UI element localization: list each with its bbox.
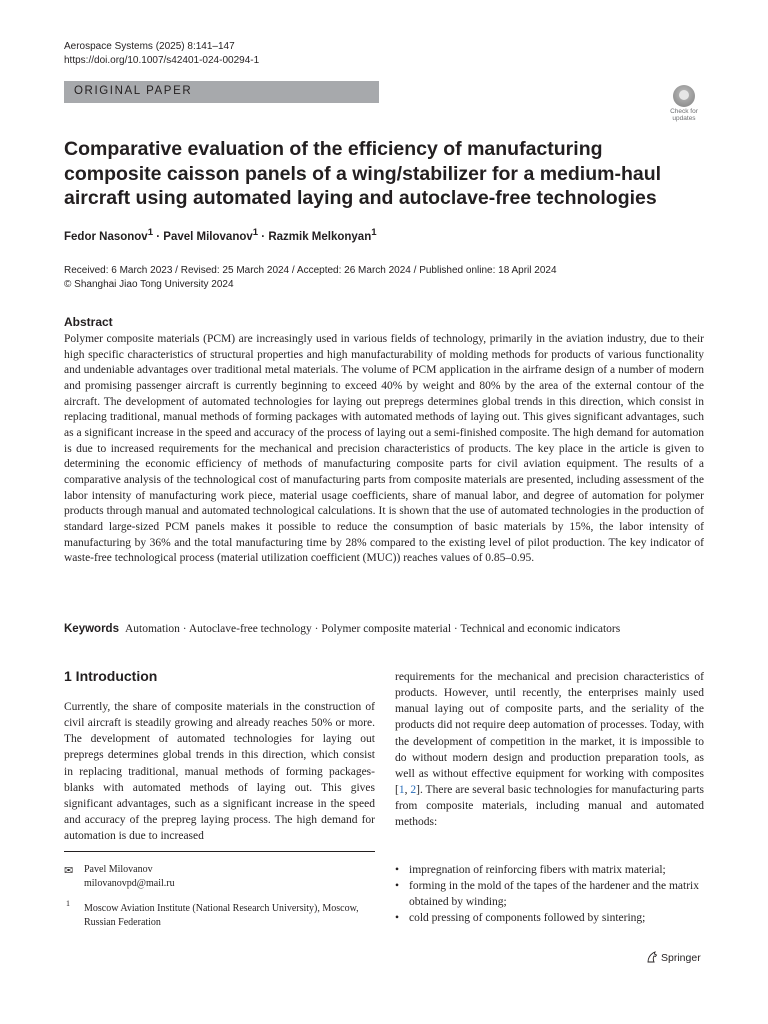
body-column-right: requirements for the mechanical and precision characteristics of products. However, until recently, the enterprises mainly used manual laying out of composite parts, and the seriality of the products did not require deep automation of processes. Today, with the development of competition in the market, it is impossible to do without modern design and production preparation tools, as well as without effective equipment for working with composites [1, 2]. There are several basic technologies for manufacturing parts from composite materials, including manual and automated methods: — [395, 671, 704, 829]
history-dates: Received: 6 March 2023 / Revised: 25 March 2024 / Accepted: 26 March 2024 / Published online: 18 April 2024 — [64, 265, 557, 276]
check-updates-text: Check for updates — [670, 108, 698, 122]
keywords-text: Automation · Autoclave-free technology · Polymer composite material · Technical and economic indicators — [124, 623, 621, 635]
email-link[interactable]: milovanovpd@mail.ru — [84, 877, 175, 889]
keywords — [64, 621, 704, 637]
paper-title: Comparative evaluation of the efficiency of manufacturing composite caisson panels of a wing/stabilizer for a medium-haul aircraft using automated laying and autoclave-free technologies — [64, 138, 662, 209]
corresponding-author-name: Pavel Milovanov — [84, 864, 153, 875]
publisher-name: Springer — [661, 952, 701, 964]
section-heading: 1 Introduction — [64, 668, 158, 684]
citation-link[interactable]: 1 — [398, 784, 405, 797]
journal-citation: Aerospace Systems (2025) 8:141–147 — [64, 41, 235, 52]
copyright-line: © Shanghai Jiao Tong University 2024 — [64, 279, 234, 290]
list-item: • cold pressing of components followed by sintering; — [395, 910, 704, 926]
abstract-text: Polymer composite materials (PCM) are increasingly used in various fields of technology, primarily in the aviation industry, due to their high specific characteristics of structural properties and high manufacturability of molding methods for products of various functionality and undeniable advantages over traditional metal materials. The volume of PCM application in the airframe design of a number of modern and promising passenger aircraft is currently beginning to exceed 40% by weight and 80% by the area of the external contour of the aircraft. The development of automated technologies for laying out prepregs determines global trends in this direction, which consist in replacing traditional, manual methods of forming packages with automated methods of laying out. This gives significant advantages, such as a significant increase in the speed and accuracy of the process of laying out a semi-finished composite. The high demand for automation is due to increased requirements for the mechanical and precision characteristics of products. The key place in the article is given to determining the economic efficiency of methods of manufacturing composite parts for civil aviation equipment. The results of a comparative analysis of the technological cost of manufacturing parts from composite materials are presented, including assessment of the labor intensity of manufacturing work piece, material usage coefficients, share of manual labor, and degree of automation for polymer products through manual and automated technological calculations. It is shown that the use of automated technologies in the production of standard large-sized PCM panels makes it possible to reduce the consumption of basic materials by 15%, the labor intensity of manufacturing by 36% and the total manufacturing time by 28% compared to the existing level of pilot production. The key indicator of waste-free technological process (material utilization coefficient (MUC)) reaches values of 0.85–0.95. — [64, 333, 704, 565]
list-item: • impregnation of reinforcing fibers with matrix material; — [395, 862, 704, 878]
body-column-left: Currently, the share of composite materials in the construction of civil aircraft is steadily growing and already reaches 50% or more. The development of automated technologies for laying out prepregs determines global trends in this direction, which consist in replacing traditional, manual methods of forming packages-blanks with automated methods of laying out. This gives significant advantages, such as a significant increase in the speed and accuracy of the prepreg laying process. The high demand for automation is due to increased — [64, 701, 375, 843]
footnote-divider — [64, 851, 375, 852]
affiliation-number: 1 — [66, 899, 70, 908]
author[interactable]: Razmik Melkonyan$^1$ — [268, 227, 377, 243]
article-type-label: ORIGINAL PAPER — [74, 85, 193, 97]
envelope-icon: ✉ — [64, 865, 74, 877]
check-for-updates-badge[interactable] — [664, 84, 704, 124]
springer-horse-icon — [646, 951, 658, 963]
affiliation-text: Moscow Aviation Institute (National Research University), Moscow, Russian Federation — [84, 903, 359, 928]
abstract-heading: Abstract — [64, 315, 113, 329]
publication-history — [64, 264, 704, 292]
keywords-label: Keywords — [64, 623, 119, 635]
corresponding-author — [84, 863, 175, 890]
check-updates-icon — [673, 85, 695, 107]
methods-list — [395, 862, 704, 927]
publisher-logo — [646, 951, 701, 964]
doi-link[interactable]: https://doi.org/10.1007/s42401-024-00294-1 — [64, 55, 260, 66]
list-item: • forming in the mold of the tapes of the hardener and the matrix obtained by winding; — [395, 878, 704, 910]
article-type-banner — [64, 81, 379, 103]
citation-link[interactable]: 2 — [410, 784, 417, 797]
journal-header — [64, 40, 259, 68]
author[interactable]: Fedor Nasonov$^1$ — [64, 227, 154, 243]
author-list: Fedor Nasonov$^1$ · Pavel Milovanov$^1$ · Razmik Melkonyan$^1$ — [64, 227, 377, 243]
author[interactable]: Pavel Milovanov$^1$ — [163, 227, 259, 243]
